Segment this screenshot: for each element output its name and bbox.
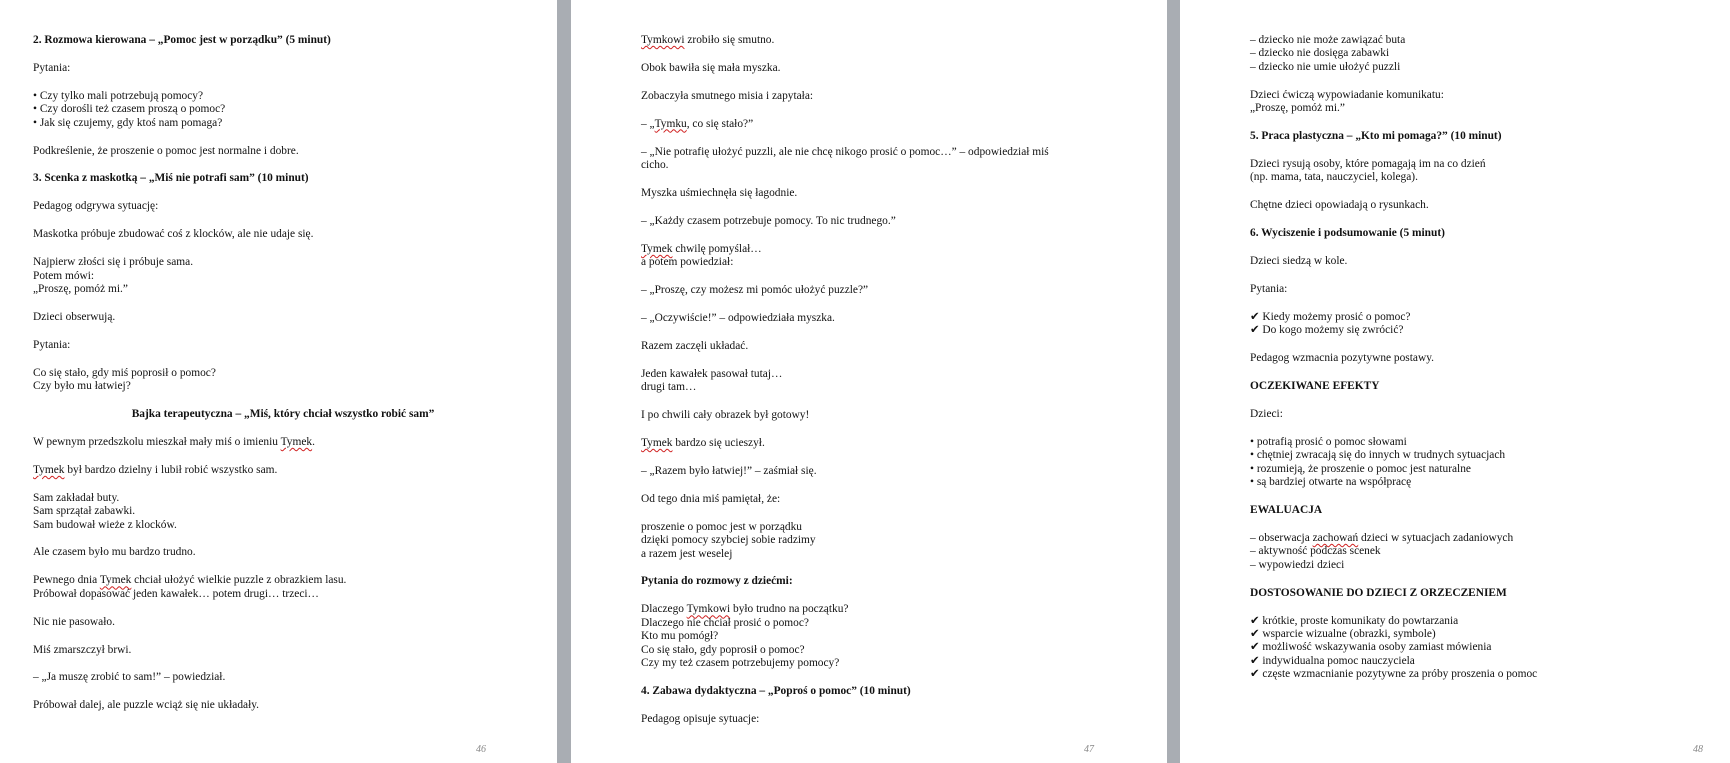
text-line: Pytania do rozmowy z dziećmi: [641, 575, 793, 588]
text-line: ✔ Kiedy możemy prosić o pomoc? [1250, 310, 1411, 323]
text-line: dzięki pomocy szybciej sobie radzimy [641, 534, 816, 547]
text-line: Od tego dnia miś pamiętał, że: [641, 492, 781, 505]
text-line: – „Oczywiście!” – odpowiedziała myszka. [641, 311, 835, 324]
text-line: a potem powiedział: [641, 256, 734, 269]
paragraph [1250, 158, 1720, 185]
text-line: 6. Wyciszenie i podsumowanie (5 minut) [1250, 227, 1445, 240]
text-line: Miś zmarszczył brwi. [33, 643, 132, 656]
text-line: Dlaczego Tymkowi było trudno na początku? [641, 603, 849, 616]
paragraph [641, 493, 1141, 506]
text-line: cicho. [641, 159, 669, 172]
text-line: DOSTOSOWANIE DO DZIECI Z ORZECZENIEM [1250, 586, 1507, 599]
paragraph [33, 311, 533, 324]
text-line: Co się stało, gdy miś poprosił o pomoc? [33, 366, 216, 379]
paragraph [33, 671, 533, 684]
text-line: Próbował dalej, ale puzzle wciąż się nie układały. [33, 699, 260, 712]
paragraph [1250, 89, 1720, 116]
text-line: Sam budował wieże z klocków. [33, 518, 177, 531]
text-line: (np. mama, tata, nauczyciel, kolega). [1250, 171, 1418, 184]
paragraph [33, 644, 533, 657]
spellcheck-flag[interactable]: Tymek [641, 437, 673, 449]
spellcheck-flag[interactable]: Tymek [280, 435, 313, 448]
text-line: Tymkowi zrobiło się smutno. [641, 34, 775, 46]
paragraph [641, 312, 1141, 325]
paragraph [641, 146, 1141, 173]
page-48 [1180, 0, 1730, 763]
text-line: ✔ możliwość wskazywania osoby zamiast mówienia [1250, 641, 1492, 654]
text-line: Kto mu pomógł? [641, 630, 719, 643]
section-heading [1250, 587, 1720, 600]
paragraph [33, 546, 533, 559]
paragraph [33, 145, 533, 158]
page-number: 48 [1693, 744, 1703, 755]
paragraph [33, 492, 533, 532]
spellcheck-flag[interactable]: Tymek [33, 463, 65, 476]
section-heading [1250, 380, 1720, 393]
text-line: Pedagog wzmacnia pozytywne postawy. [1250, 352, 1434, 365]
paragraph [33, 62, 533, 75]
spellcheck-flag[interactable]: Tymkowi [641, 34, 685, 46]
page-47 [571, 0, 1167, 763]
text-line: Co się stało, gdy poprosił o pomoc? [641, 643, 805, 656]
text-line: Bajka terapeutyczna – „Miś, który chciał wszystko robić sam” [131, 408, 435, 420]
text-line: Potem mówi: [33, 269, 95, 282]
text-line: – dziecko nie dosięga zabawki [1250, 47, 1390, 60]
text-line: • są bardziej otwarte na współpracę [1250, 476, 1412, 489]
spellcheck-flag[interactable]: zachowań [1312, 531, 1359, 544]
text-line: Chętne dzieci opowiadają o rysunkach. [1250, 199, 1429, 212]
text-line: „Proszę, pomóż mi.” [1250, 102, 1345, 115]
text-line: ✔ Do kogo możemy się zwrócić? [1250, 324, 1404, 337]
text-line: Tymek bardzo się ucieszył. [641, 437, 765, 449]
spellcheck-flag[interactable]: Tymku [654, 117, 687, 130]
paragraph [1250, 255, 1720, 268]
text-line: Dzieci siedzą w kole. [1250, 255, 1348, 268]
text-line: Nic nie pasowało. [33, 615, 115, 628]
paragraph [33, 699, 533, 712]
text-line: – dziecko nie może zawiązać buta [1250, 34, 1406, 46]
paragraph [1250, 352, 1720, 365]
paragraph [33, 574, 533, 601]
paragraph [641, 713, 1141, 726]
text-line: – „Nie potrafię ułożyć puzzli, ale nie chcę nikogo prosić o pomoc…” – odpowiedział miś [641, 145, 1049, 158]
text-line: ✔ indywidualna pomoc nauczyciela [1250, 654, 1415, 667]
text-line: OCZEKIWANE EFEKTY [1250, 380, 1380, 393]
text-line: Sam zakładał buty. [33, 491, 120, 504]
paragraph [641, 521, 1141, 561]
paragraph [1250, 283, 1720, 296]
paragraph [33, 200, 533, 213]
text-line: Pedagog opisuje sytuacje: [641, 712, 760, 725]
text-line: – „Proszę, czy możesz mi pomóc ułożyć puzzle?” [641, 284, 869, 297]
paragraph [33, 339, 533, 352]
paragraph [641, 368, 1141, 395]
text-line: – „Ja muszę zrobić to sam!” – powiedział. [33, 671, 226, 684]
text-line: Jeden kawałek pasował tutaj… [641, 367, 783, 380]
paragraph [641, 34, 1141, 47]
text-line: – dziecko nie umie ułożyć puzzli [1250, 60, 1401, 73]
page-content[interactable] [1250, 34, 1720, 696]
text-line: • Czy dorośli też czasem proszą o pomoc? [33, 103, 226, 116]
section-heading [33, 408, 533, 421]
text-line: • rozumieją, że proszenie o pomoc jest naturalne [1250, 462, 1471, 475]
text-line: Dlaczego nie chciał prosić o pomoc? [641, 616, 809, 629]
text-line: – „Razem było łatwiej!” – zaśmiał się. [641, 464, 817, 477]
text-line: • chętniej zwracają się do innych w trudnych sytuacjach [1250, 449, 1506, 462]
text-line: Próbował dopasować jeden kawałek… potem drugi… trzeci… [33, 587, 319, 600]
paragraph [33, 228, 533, 241]
paragraph [1250, 311, 1720, 338]
text-line: Obok bawiła się mała myszka. [641, 61, 781, 74]
text-line: – wypowiedzi dzieci [1250, 558, 1345, 571]
paragraph [33, 616, 533, 629]
paragraph [641, 118, 1141, 131]
text-line: Myszka uśmiechnęła się łagodnie. [641, 186, 798, 199]
text-line: I po chwili cały obrazek był gotowy! [641, 409, 810, 422]
text-line: Dzieci: [1250, 408, 1283, 420]
text-line: Pytania: [1250, 282, 1288, 295]
text-line: Pytania: [33, 338, 71, 351]
text-line: ✔ częste wzmacnianie pozytywne za próby proszenia o pomoc [1250, 668, 1538, 681]
section-heading [33, 172, 533, 185]
paragraph [33, 90, 533, 130]
section-heading [641, 685, 1141, 698]
text-line: proszenie o pomoc jest w porządku [641, 520, 803, 533]
text-line: – obserwacja zachowań dzieci w sytuacjach zadaniowych [1250, 531, 1514, 544]
spellcheck-flag[interactable]: Tymkowi [686, 603, 731, 616]
section-heading [33, 34, 533, 47]
text-line: drugi tam… [641, 381, 697, 394]
text-line: a razem jest weselej [641, 547, 733, 560]
page-number: 47 [1084, 744, 1094, 755]
page-number: 46 [476, 744, 486, 755]
text-line: ✔ krótkie, proste komunikaty do powtarzania [1250, 614, 1459, 627]
text-line: 4. Zabawa dydaktyczna – „Poproś o pomoc” (10 minut) [641, 684, 911, 697]
text-line: • Jak się czujemy, gdy ktoś nam pomaga? [33, 116, 223, 129]
spellcheck-flag[interactable]: Tymek [99, 574, 132, 587]
paragraph [641, 465, 1141, 478]
paragraph [1250, 408, 1720, 421]
paragraph [641, 437, 1141, 450]
text-line: Razem zaczęli układać. [641, 339, 749, 352]
paragraph [1250, 436, 1720, 490]
paragraph [641, 284, 1141, 297]
paragraph [1250, 199, 1720, 212]
text-line: ✔ wsparcie wizualne (obrazki, symbole) [1250, 627, 1436, 640]
text-line: Zobaczyła smutnego misia i zapytała: [641, 89, 814, 102]
text-line: Dzieci obserwują. [33, 310, 116, 323]
text-line: Pytania: [33, 61, 71, 74]
paragraph [1250, 532, 1720, 572]
paragraph [33, 464, 533, 477]
paragraph [641, 187, 1141, 200]
text-line: Czy my też czasem potrzebujemy pomocy? [641, 656, 840, 669]
text-line: Czy było mu łatwiej? [33, 380, 131, 393]
text-line: Tymek był bardzo dzielny i lubił robić wszystko sam. [33, 463, 278, 476]
text-line: Podkreślenie, że proszenie o pomoc jest normalne i dobre. [33, 144, 299, 157]
section-heading [1250, 504, 1720, 517]
text-line: 5. Praca plastyczna – „Kto mi pomaga?” (10 minut) [1250, 130, 1502, 143]
paragraph [641, 409, 1141, 422]
paragraph [1250, 34, 1720, 74]
page-content[interactable] [33, 34, 533, 727]
text-line: Najpierw złości się i próbuje sama. [33, 256, 194, 269]
section-heading [1250, 227, 1720, 240]
text-line: Maskotka próbuje zbudować coś z klocków, ale nie udaje się. [33, 228, 314, 241]
section-heading [641, 575, 1141, 588]
text-line: Pedagog odgrywa sytuację: [33, 200, 159, 213]
page-content[interactable] [641, 34, 1141, 741]
text-line: Dzieci ćwiczą wypowiadanie komunikatu: [1250, 88, 1444, 101]
page-46 [0, 0, 557, 763]
text-line: Dzieci rysują osoby, które pomagają im na co dzień [1250, 157, 1486, 170]
paragraph [33, 367, 533, 394]
section-heading [1250, 130, 1720, 143]
text-line: Sam sprzątał zabawki. [33, 505, 136, 518]
text-line: • potrafią prosić o pomoc słowami [1250, 435, 1407, 448]
text-line: – „Tymku, co się stało?” [641, 117, 754, 130]
spellcheck-flag[interactable]: Tymek [641, 242, 673, 255]
text-line: Tymek chwilę pomyślał… [641, 242, 762, 255]
paragraph [33, 256, 533, 296]
paragraph [641, 340, 1141, 353]
paragraph [33, 436, 533, 449]
text-line: EWALUACJA [1250, 504, 1323, 517]
paragraph [641, 62, 1141, 75]
text-line: 3. Scenka z maskotką – „Miś nie potrafi sam” (10 minut) [33, 172, 309, 185]
paragraph [641, 215, 1141, 228]
text-line: 2. Rozmowa kierowana – „Pomoc jest w porządku” (5 minut) [33, 34, 331, 46]
paragraph [641, 603, 1141, 670]
paragraph [1250, 615, 1720, 682]
text-line: W pewnym przedszkolu mieszkał mały miś o imieniu Tymek. [33, 435, 315, 448]
text-line: „Proszę, pomóż mi.” [33, 282, 128, 295]
text-line: Pewnego dnia Tymek chciał ułożyć wielkie puzzle z obrazkiem lasu. [33, 574, 347, 587]
text-line: – „Każdy czasem potrzebuje pomocy. To nic trudnego.” [641, 214, 896, 227]
paragraph [641, 243, 1141, 270]
text-line: – aktywność podczas scenek [1250, 545, 1381, 558]
paragraph [641, 90, 1141, 103]
text-line: • Czy tylko mali potrzebują pomocy? [33, 89, 204, 102]
text-line: Ale czasem było mu bardzo trudno. [33, 546, 196, 559]
